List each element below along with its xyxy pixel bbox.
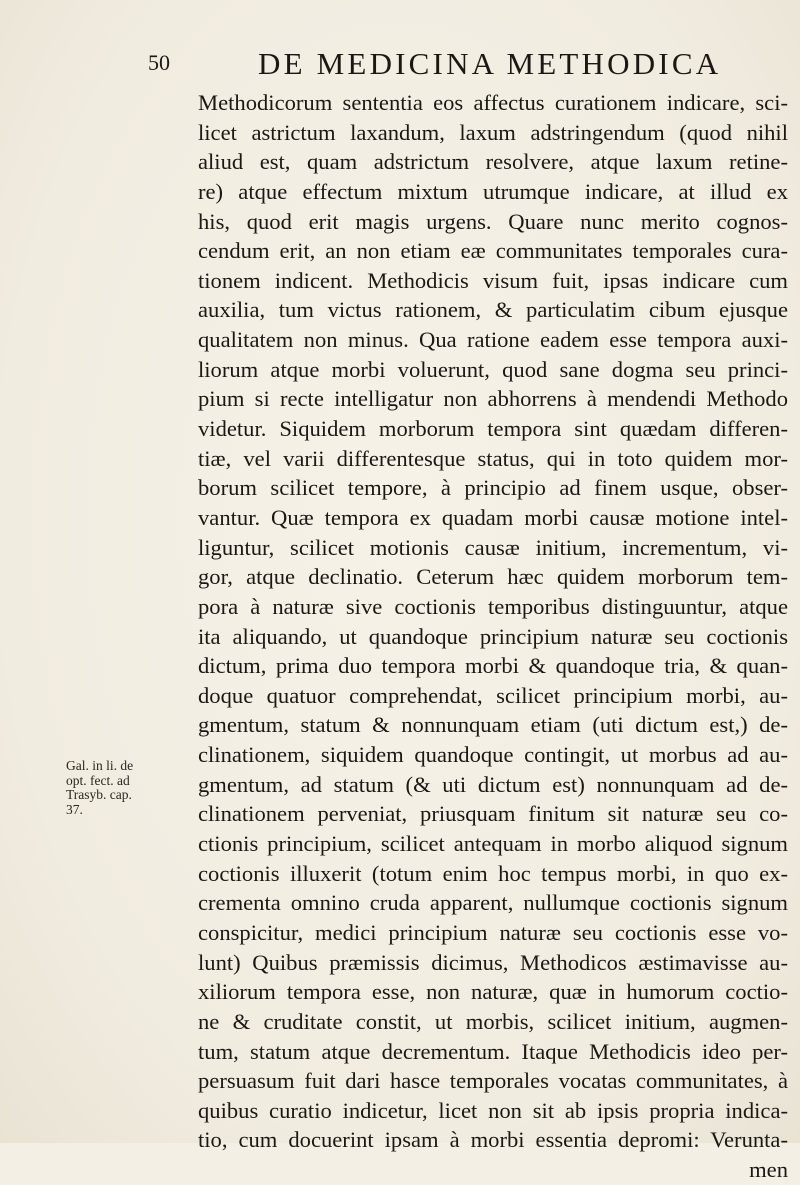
text-line: conspicitur, medici principium naturæ seu coctionis esse vo- xyxy=(198,919,788,945)
text-line: borum scilicet tempore, à principio ad finem usque, obser- xyxy=(198,475,788,501)
page-header xyxy=(148,46,788,86)
text-line: quibus curatio indicetur, licet non sit ab ipsis propria indica- xyxy=(198,1097,788,1123)
text-line: gor, atque declinatio. Ceterum hæc quidem morborum tem- xyxy=(198,564,788,590)
body-text xyxy=(198,88,788,1185)
text-line: licet astrictum laxandum, laxum adstringendum (quod nihil xyxy=(198,119,788,145)
text-line: tum, statum atque decrementum. Itaque Methodicis ideo per- xyxy=(198,1038,788,1064)
text-line: Methodicorum sententia eos affectus curationem indicare, sci- xyxy=(198,90,788,115)
text-line: gmentum, statum & nonnunquam etiam (uti dictum est,) de- xyxy=(198,712,788,738)
page-number: 50 xyxy=(148,50,170,75)
text-line: pora à naturæ sive coctionis temporibus distinguuntur, atque xyxy=(198,593,788,619)
marginal-note-line: Gal. in li. de xyxy=(66,758,134,773)
catchword: men xyxy=(749,1157,788,1183)
text-line: clinationem, siquidem quandoque contingit, ut morbus ad au- xyxy=(198,742,788,768)
text-line: persuasum fuit dari hasce temporales vocatas communitates, à xyxy=(198,1068,788,1094)
text-line: clinationem perveniat, priusquam finitum sit naturæ seu co- xyxy=(198,801,788,827)
text-line: coctionis illuxerit (totum enim hoc tempus morbi, in quo ex- xyxy=(198,860,788,886)
text-line: aliud est, quam adstrictum resolvere, atque laxum retine- xyxy=(198,149,788,175)
text-line: crementa omnino cruda apparent, nullumque coctionis signum xyxy=(198,890,788,916)
text-line: liorum atque morbi voluerunt, quod sane dogma seu princi- xyxy=(198,356,788,382)
text-line: dictum, prima duo tempora morbi & quandoque tria, & quan- xyxy=(198,653,788,679)
text-line: auxilia, tum victus rationem, & particulatim cibum ejusque xyxy=(198,297,788,323)
text-line: videtur. Siquidem morborum tempora sint quædam differen- xyxy=(198,416,788,442)
marginal-note-line: opt. fect. ad xyxy=(66,772,130,788)
text-line: ne & cruditate constit, ut morbis, scilicet initium, augmen- xyxy=(198,1008,788,1034)
text-line: doque quatuor comprehendat, scilicet principium morbi, au- xyxy=(198,682,788,708)
text-line: his, quod erit magis urgens. Quare nunc merito cognos- xyxy=(198,208,788,234)
running-title: DE MEDICINA METHODICA xyxy=(258,46,722,81)
text-line: tio, cum docuerint ipsam à morbi essentia depromi: Veruntа- xyxy=(198,1127,788,1153)
text-line: vantur. Quæ tempora ex quadam morbi causæ motione intel- xyxy=(198,504,788,530)
text-line: ita aliquando, ut quandoque principium naturæ seu coctionis xyxy=(198,623,788,649)
text-line: cendum erit, an non etiam eæ communitates temporales cura- xyxy=(198,238,788,264)
text-line: qualitatem non minus. Qua ratione eadem esse tempora auxi- xyxy=(198,327,788,353)
text-line: tiæ, vel varii differentesque status, qui in toto quidem mor- xyxy=(198,445,788,471)
text-line: gmentum, ad statum (& uti dictum est) nonnunquam ad de- xyxy=(198,771,788,797)
marginal-note-line: 37. xyxy=(66,801,83,817)
text-line: tionem indicent. Methodicis visum fuit, ipsas indicare cum xyxy=(198,267,788,293)
text-line: liguntur, scilicet motionis causæ initium, incrementum, vi- xyxy=(198,534,788,560)
marginal-note-line: Trasyb. cap. xyxy=(66,787,132,802)
text-line: lunt) Quibus præmissis dicimus, Methodicos æstimavisse au- xyxy=(198,949,788,975)
marginal-note xyxy=(66,759,198,817)
text-line: re) atque effectum mixtum utrumque indicare, at illud ex xyxy=(198,178,788,204)
text-line: ctionis principium, scilicet antequam in morbo aliquod signum xyxy=(198,831,788,857)
text-line: pium si recte intelligatur non abhorrens à mendendi Methodo xyxy=(198,386,788,412)
text-line: xiliorum tempora esse, non naturæ, quæ in humorum coctio- xyxy=(198,979,788,1005)
